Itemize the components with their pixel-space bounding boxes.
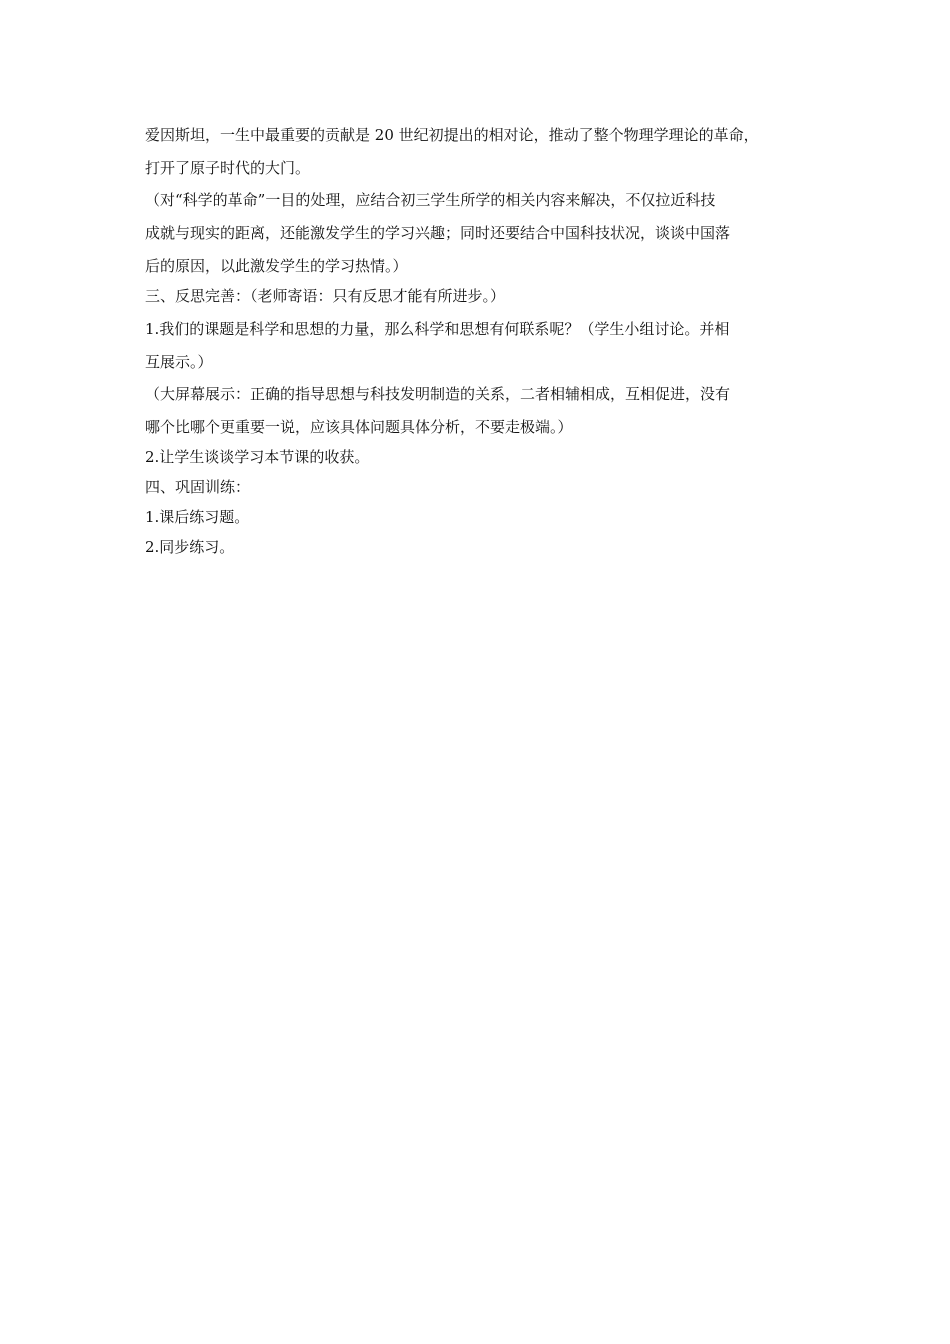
text-line: 哪个比哪个更重要一说，应该具体问题具体分析，不要走极端。）: [145, 418, 573, 436]
text-line: 打开了原子时代的大门。: [145, 159, 311, 177]
text-line: 1.我们的课题是科学和思想的力量，那么科学和思想有何联系呢？（学生小组讨论。并相: [145, 320, 730, 338]
document-body: [145, 125, 815, 557]
section-heading: 三、反思完善：（老师寄语：只有反思才能有所进步。）: [145, 287, 506, 305]
list-item: 2.让学生谈谈学习本节课的收获。: [145, 448, 370, 466]
list-item: 1.课后练习题。: [145, 508, 250, 526]
text-line: （对“科学的革命”一目的处理，应结合初三学生所学的相关内容来解决，不仅拉近科技: [145, 191, 716, 209]
list-item: 2.同步练习。: [145, 538, 235, 556]
text-line: 成就与现实的距离，还能激发学生的学习兴趣；同时还要结合中国科技状况，谈谈中国落: [145, 224, 731, 242]
section-heading: 四、巩固训练：: [145, 478, 251, 496]
text-line: 互展示。）: [145, 353, 213, 371]
text-line: 后的原因，以此激发学生的学习热情。）: [145, 257, 408, 275]
text-line: 爱因斯坦，一生中最重要的贡献是 20 世纪初提出的相对论，推动了整个物理学理论的革命，: [145, 126, 759, 144]
text-line: （大屏幕展示：正确的指导思想与科技发明制造的关系，二者相辅相成，互相促进，没有: [145, 385, 731, 403]
